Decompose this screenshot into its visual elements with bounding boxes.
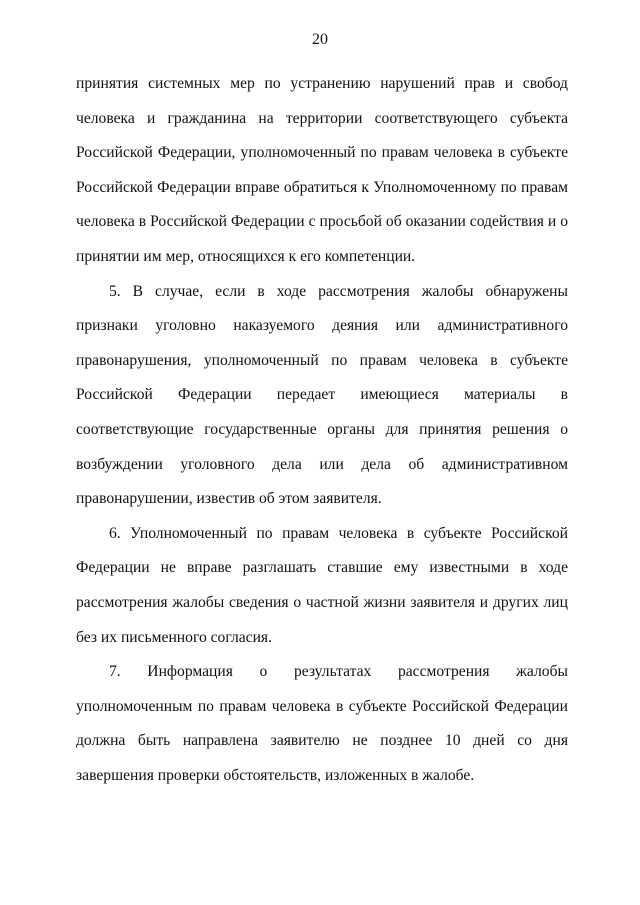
paragraph-item-6: 6. Уполномоченный по правам человека в субъекте Российской Федерации не вправе разглашать ставшие ему известными в ходе рассмотрения жалобы сведения о частной жизни заявителя и других лиц без их письменного согласия.: [76, 524, 568, 646]
paragraph-item-5: 5. В случае, если в ходе рассмотрения жалобы обнаружены признаки уголовно наказуемого деяния или административного правонарушения, уполномоченный по правам человека в субъекте Российской Федерации передает имеющиеся материалы в соответствующие государственные органы для принятия решения о возбуждении уголовного дела или дела об административном правонарушении, известив об этом заявителя.: [76, 282, 568, 508]
paragraph-continuation: принятия системных мер по устранению нарушений прав и свобод человека и гражданина на территории соответствующего субъекта Российской Федерации, уполномоченный по правам человека в субъекте Российской Федерации вправе обратиться к Уполномоченному по правам человека в Российской Федерации с просьбой об оказании содействия и о принятии им мер, относящихся к его компетенции.: [76, 75, 568, 265]
page-number: 20: [312, 31, 328, 48]
document-body: [76, 67, 568, 793]
paragraph-item-7: 7. Информация о результатах рассмотрения жалобы уполномоченным по правам человека в субъекте Российской Федерации должна быть направлена заявителю не позднее 10 дней со дня завершения проверки обстоятельств, изложенных в жалобе.: [76, 663, 568, 784]
